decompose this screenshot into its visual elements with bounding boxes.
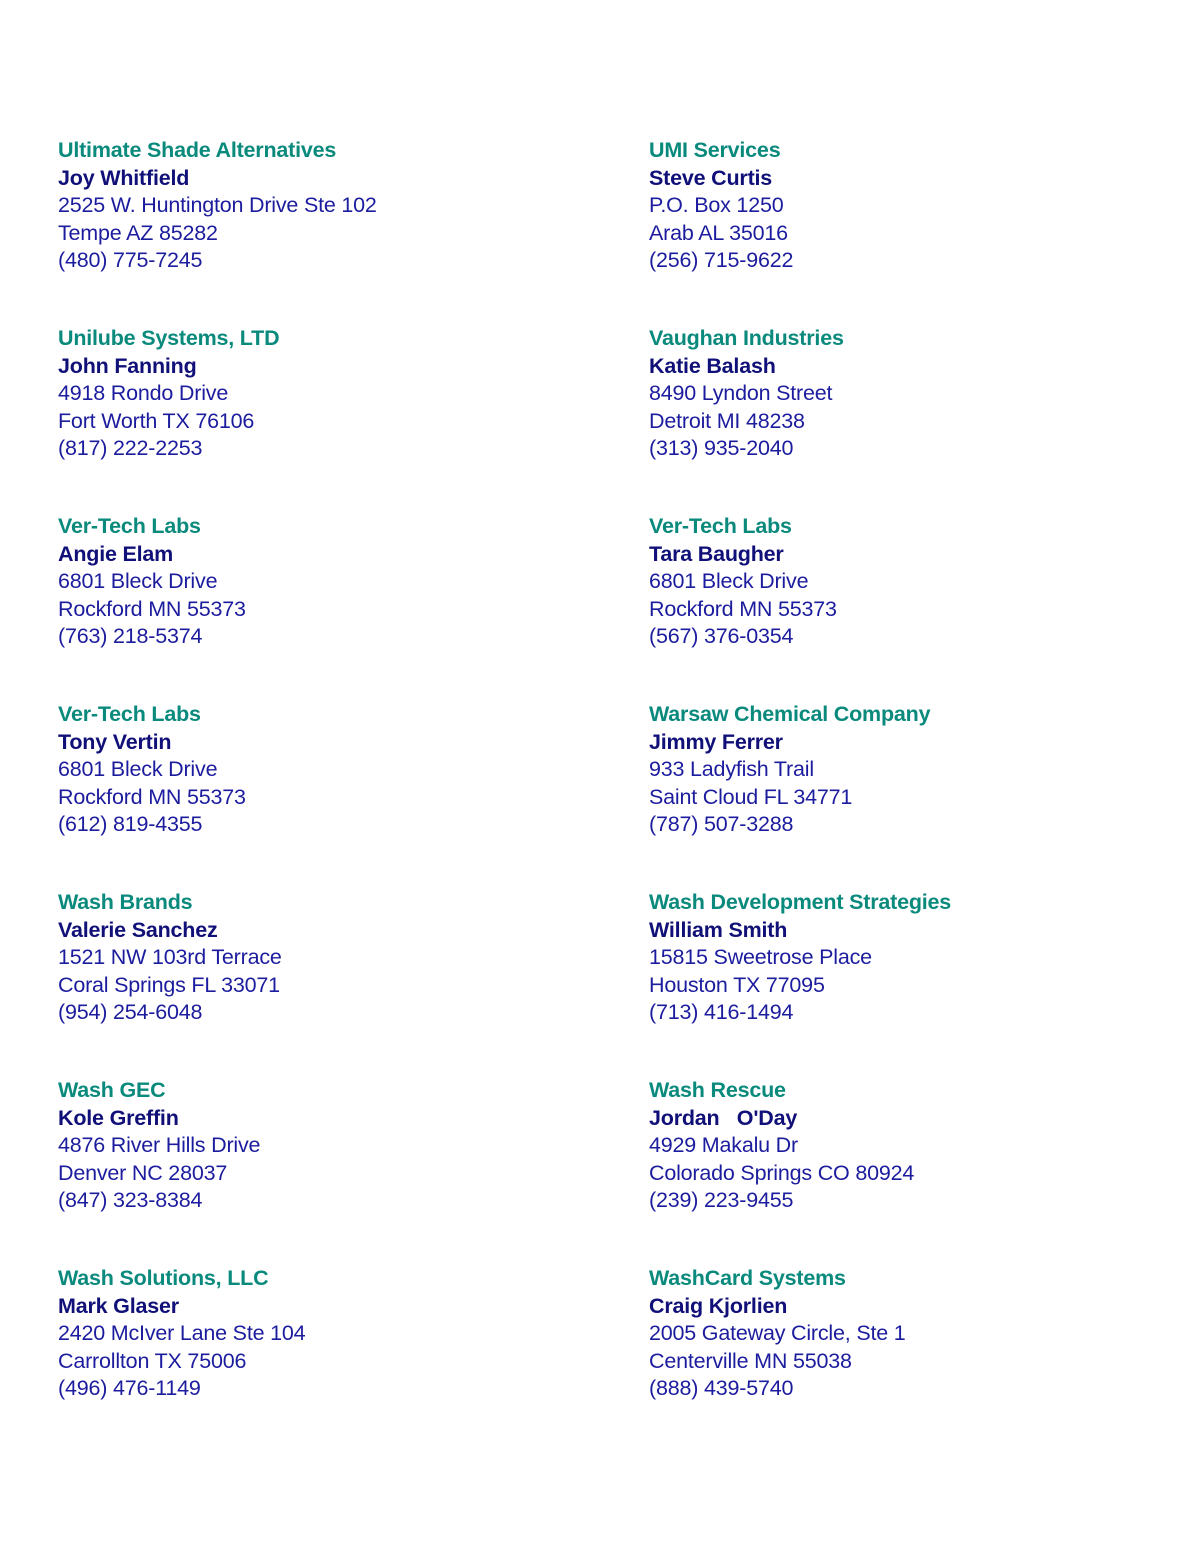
- city-state-zip: Tempe AZ 85282: [58, 220, 218, 245]
- city-state-zip: Fort Worth TX 76106: [58, 408, 255, 433]
- street-address: 4918 Rondo Drive: [58, 381, 229, 406]
- phone-number: (847) 323-8384: [58, 1188, 203, 1213]
- phone-number: (763) 218-5374: [58, 624, 203, 649]
- company-name: Vaughan Industries: [649, 326, 844, 350]
- company-name: Warsaw Chemical Company: [649, 702, 931, 726]
- contact-entry: [649, 1265, 1129, 1453]
- street-address: 6801 Bleck Drive: [58, 569, 218, 594]
- city-state-zip: Detroit MI 48238: [649, 408, 805, 433]
- phone-number: (817) 222-2253: [58, 436, 203, 461]
- street-address: 8490 Lyndon Street: [649, 381, 833, 406]
- street-address: 6801 Bleck Drive: [649, 569, 809, 594]
- phone-number: (567) 376-0354: [649, 624, 794, 649]
- street-address: 6801 Bleck Drive: [58, 757, 218, 782]
- phone-number: (480) 775-7245: [58, 248, 203, 273]
- contact-name: Jordan O'Day: [649, 1105, 798, 1130]
- company-name: Wash Development Strategies: [649, 890, 952, 914]
- company-name: Ver-Tech Labs: [649, 514, 792, 538]
- company-name: Wash Brands: [58, 890, 193, 914]
- phone-number: (256) 715-9622: [649, 248, 794, 273]
- company-name: Wash GEC: [58, 1078, 166, 1102]
- contact-name: Katie Balash: [649, 353, 776, 378]
- city-state-zip: Colorado Springs CO 80924: [649, 1160, 915, 1185]
- city-state-zip: Rockford MN 55373: [58, 596, 246, 621]
- company-name: UMI Services: [649, 138, 781, 162]
- contact-entry: [58, 1077, 649, 1265]
- contact-entry: [649, 1077, 1129, 1265]
- company-name: Unilube Systems, LTD: [58, 326, 280, 350]
- phone-number: (313) 935-2040: [649, 436, 794, 461]
- contact-name: Craig Kjorlien: [649, 1293, 788, 1318]
- street-address: 4929 Makalu Dr: [649, 1133, 798, 1158]
- contact-entry: [649, 701, 1129, 889]
- contact-name: Angie Elam: [58, 541, 174, 566]
- contact-name: William Smith: [649, 917, 788, 942]
- contact-entry: [58, 701, 649, 889]
- street-address: P.O. Box 1250: [649, 193, 784, 218]
- street-address: 4876 River Hills Drive: [58, 1133, 261, 1158]
- city-state-zip: Denver NC 28037: [58, 1160, 228, 1185]
- contact-name: John Fanning: [58, 353, 197, 378]
- phone-number: (954) 254-6048: [58, 1000, 203, 1025]
- contact-entry: [649, 325, 1129, 513]
- company-name: Wash Rescue: [649, 1078, 786, 1102]
- contact-name: Steve Curtis: [649, 165, 773, 190]
- city-state-zip: Arab AL 35016: [649, 220, 788, 245]
- contact-name: Jimmy Ferrer: [649, 729, 783, 754]
- contact-grid: [58, 137, 1158, 1453]
- contact-entry: [58, 137, 649, 325]
- contact-entry: [649, 889, 1129, 1077]
- contact-name: Tara Baugher: [649, 541, 784, 566]
- company-name: Wash Solutions, LLC: [58, 1266, 269, 1290]
- street-address: 933 Ladyfish Trail: [649, 757, 814, 782]
- contact-name: Valerie Sanchez: [58, 917, 218, 942]
- company-name: Ver-Tech Labs: [58, 702, 201, 726]
- city-state-zip: Rockford MN 55373: [58, 784, 246, 809]
- phone-number: (713) 416-1494: [649, 1000, 794, 1025]
- contact-name: Mark Glaser: [58, 1293, 179, 1318]
- phone-number: (787) 507-3288: [649, 812, 794, 837]
- street-address: 1521 NW 103rd Terrace: [58, 945, 282, 970]
- contact-entry: [58, 889, 649, 1077]
- street-address: 2005 Gateway Circle, Ste 1: [649, 1321, 906, 1346]
- contact-entry: [649, 137, 1129, 325]
- city-state-zip: Carrollton TX 75006: [58, 1348, 247, 1373]
- contact-name: Kole Greffin: [58, 1105, 179, 1130]
- contact-name: Tony Vertin: [58, 729, 172, 754]
- company-name: Ver-Tech Labs: [58, 514, 201, 538]
- contact-entry: [58, 513, 649, 701]
- phone-number: (496) 476-1149: [58, 1376, 201, 1401]
- street-address: 2525 W. Huntington Drive Ste 102: [58, 193, 377, 218]
- contact-name: Joy Whitfield: [58, 165, 190, 190]
- city-state-zip: Rockford MN 55373: [649, 596, 837, 621]
- city-state-zip: Coral Springs FL 33071: [58, 972, 280, 997]
- company-name: WashCard Systems: [649, 1266, 846, 1290]
- contact-entry: [58, 1265, 649, 1453]
- contact-entry: [649, 513, 1129, 701]
- phone-number: (888) 439-5740: [649, 1376, 794, 1401]
- phone-number: (239) 223-9455: [649, 1188, 794, 1213]
- phone-number: (612) 819-4355: [58, 812, 203, 837]
- city-state-zip: Saint Cloud FL 34771: [649, 784, 853, 809]
- company-name: Ultimate Shade Alternatives: [58, 138, 337, 162]
- street-address: 2420 McIver Lane Ste 104: [58, 1321, 306, 1346]
- city-state-zip: Houston TX 77095: [649, 972, 825, 997]
- city-state-zip: Centerville MN 55038: [649, 1348, 852, 1373]
- street-address: 15815 Sweetrose Place: [649, 945, 872, 970]
- contact-entry: [58, 325, 649, 513]
